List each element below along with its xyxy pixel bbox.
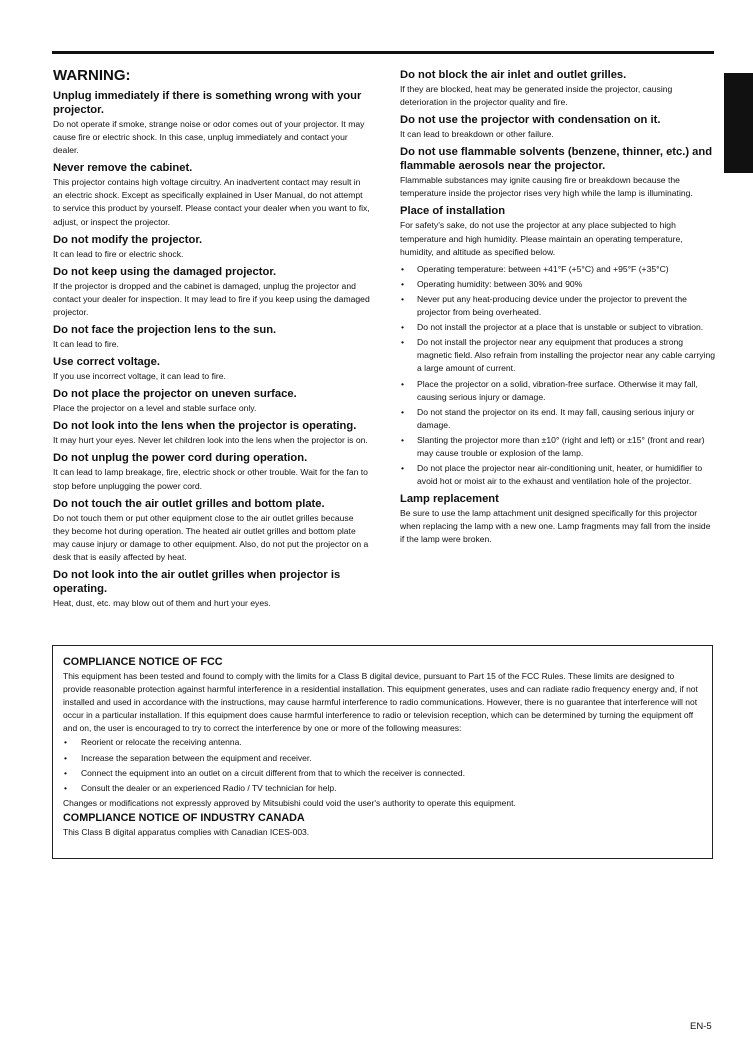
section-body: Do not touch them or put other equipment close to the air outlet grilles because they become hot during operation. The heated air outlet grilles and bottom plate may cause injury or damage to other equipment. Also, do not put the projector on a desk that is easily affected by heat. xyxy=(53,512,369,562)
right-column xyxy=(400,68,716,551)
bullet-icon: • xyxy=(401,378,405,389)
canada-body: This Class B digital apparatus complies with Canadian ICES-003. xyxy=(63,826,310,837)
list-item: • Do not install the projector near any equipment that produces a strong magnetic field. Also refrain from installing the projector near any cable carrying a large amount of current. xyxy=(401,337,716,374)
section-body: It can lead to fire or electric shock. xyxy=(53,248,184,259)
section-heading: Do not use flammable solvents (benzene, thinner, etc.) and flammable aerosols near the projector. xyxy=(400,146,713,173)
installation-heading: Place of installation xyxy=(400,205,506,218)
section-body: Flammable substances may ignite causing fire or breakdown because the temperature inside the projector rises very high while the lamp is illuminating. xyxy=(400,175,693,199)
installation-list xyxy=(400,263,716,489)
bullet-icon: • xyxy=(401,337,405,348)
list-item: • Connect the equipment into an outlet on a circuit different from that to which the receiver is connected. xyxy=(63,767,703,780)
bullet-icon: • xyxy=(64,737,67,748)
bullet-icon: • xyxy=(64,752,67,763)
section-heading: Do not modify the projector. xyxy=(53,233,203,246)
section-heading: Do not unplug the power cord during operation. xyxy=(53,452,308,465)
list-item: • Never put any heat-producing device under the projector to prevent the projector from being overheated. xyxy=(401,293,687,318)
section-body: If the projector is dropped and the cabinet is damaged, unplug the projector and contact your dealer for inspection. It may lead to fire if you keep using the damaged projector. xyxy=(53,280,370,317)
section-body: If you use incorrect voltage, it can lead to fire. xyxy=(53,371,226,382)
fcc-footer: Changes or modifications not expressly approved by Mitsubishi could void the user's authority to operate this equipment. xyxy=(63,797,516,808)
section-body: Heat, dust, etc. may blow out of them and hurt your eyes. xyxy=(53,597,271,608)
list-item: • Place the projector on a solid, vibration-free surface. Otherwise it may fall, causing serious injury or damage. xyxy=(401,378,698,402)
language-tab-label: ENGLISH xyxy=(727,97,739,148)
section-heading: Never remove the cabinet. xyxy=(53,162,193,175)
section-heading: Do not keep using the damaged projector. xyxy=(53,265,277,278)
bullet-icon: • xyxy=(401,406,405,417)
section-body: Place the projector on a level and stable surface only. xyxy=(53,403,257,414)
section-heading: Do not face the projection lens to the sun. xyxy=(53,324,277,337)
bullet-icon: • xyxy=(401,463,405,474)
warning-title: WARNING: xyxy=(53,67,131,84)
fcc-heading: COMPLIANCE NOTICE OF FCC xyxy=(63,656,223,668)
list-item: • Increase the separation between the equipment and receiver. xyxy=(63,752,703,765)
section-heading: Unplug immediately if there is something wrong with your projector. xyxy=(53,90,362,116)
list-item: • Do not place the projector near air-conditioning unit, heater, or humidifier to avoid hot or moist air to the exhaust and ventilation hole of the projector. xyxy=(401,463,703,487)
bullet-icon: • xyxy=(401,278,405,289)
installation-body: For safety's sake, do not use the projector at any place subjected to high temperature and high humidity. Please maintain an operating temperature, humidity, and altitude as specified below. xyxy=(400,220,683,257)
list-item: • Operating temperature: between +41°F (+5°C) and +95°F (+35°C) xyxy=(400,263,716,276)
fcc-notice-box xyxy=(52,645,713,859)
canada-heading: COMPLIANCE NOTICE OF INDUSTRY CANADA xyxy=(63,811,305,824)
section-body: It can lead to lamp breakage, fire, electric shock or other trouble. Wait for the fan to stop before unplugging the power cord. xyxy=(53,467,368,491)
section-heading: Do not place the projector on uneven surface. xyxy=(53,388,297,401)
list-item: • Operating humidity: between 30% and 90% xyxy=(400,278,716,291)
section-body: It can lead to fire. xyxy=(53,339,119,350)
list-item: • Consult the dealer or an experienced Radio / TV technician for help. xyxy=(63,782,703,795)
bullet-icon: • xyxy=(401,293,405,304)
page-number: EN-5 xyxy=(690,1021,712,1032)
list-item: • Do not install the projector at a place that is unstable or subject to vibration. xyxy=(400,321,716,334)
bullet-icon: • xyxy=(401,434,405,445)
section-body: It can lead to breakdown or other failure. xyxy=(400,129,554,140)
fcc-measures-list xyxy=(63,736,703,794)
section-body: Do not operate if smoke, strange noise or odor comes out of your projector. It may cause fire or electric shock. In this case, unplug immediately and contact your dealer. xyxy=(53,119,365,156)
section-heading: Use correct voltage. xyxy=(53,356,160,369)
section-heading: Do not look into the lens when the projector is operating. xyxy=(53,420,357,433)
list-item: • Slanting the projector more than ±10° (right and left) or ±15° (front and rear) may cause trouble or explosion of the lamp. xyxy=(401,434,705,458)
fcc-body: This equipment has been tested and found to comply with the limits for a Class B digital device, pursuant to Part 15 of the FCC Rules. These limits are designed to provide reasonable protection against harmful interference in a residential installation. This equipment generates, uses and can radiate radio frequency energy and, if not installed and used in accordance with the instructions, may cause harmful interference to radio communications. However, there is no guarantee that interference will not occur in a particular installation. If this equipment does cause harmful interference to radio or television reception, which can be determined by turning the equipment off and on, the user is encouraged to try to correct the interference by one or more of the following measures: xyxy=(63,671,698,734)
section-heading: Do not touch the air outlet grilles and bottom plate. xyxy=(53,497,325,510)
section-heading: Do not block the air inlet and outlet grilles. xyxy=(400,69,627,81)
bullet-icon: • xyxy=(64,767,67,778)
section-heading: Do not look into the air outlet grilles when projector is operating. xyxy=(53,568,341,595)
lamp-heading: Lamp replacement xyxy=(400,493,499,506)
section-body: If they are blocked, heat may be generated inside the projector, causing deterioration in the projector quality and fire. xyxy=(400,84,673,108)
lamp-body: Be sure to use the lamp attachment unit designed specifically for this projector when replacing the lamp with a new one. Lamp fragments may fall from the inside if the lamp were broken. xyxy=(400,508,711,545)
warning-column xyxy=(53,68,371,614)
bullet-icon: • xyxy=(401,322,405,333)
bullet-icon: • xyxy=(64,782,67,793)
section-body: It may hurt your eyes. Never let children look into the lens when the projector is on. xyxy=(53,435,368,446)
bullet-icon: • xyxy=(401,263,405,274)
list-item: • Do not stand the projector on its end. It may fall, causing serious injury or damage. xyxy=(401,406,695,430)
section-heading: Do not use the projector with condensation on it. xyxy=(400,114,661,127)
list-item: • Reorient or relocate the receiving antenna. xyxy=(63,736,703,749)
section-body: This projector contains high voltage circuitry. An inadvertent contact may result in an electric shock. Except as specifically explained in User Manual, do not attempt to service this product by yourself. Please contact your dealer when you want to fix, adjust, or inspect the projector. xyxy=(53,177,370,227)
top-rule xyxy=(52,51,714,54)
